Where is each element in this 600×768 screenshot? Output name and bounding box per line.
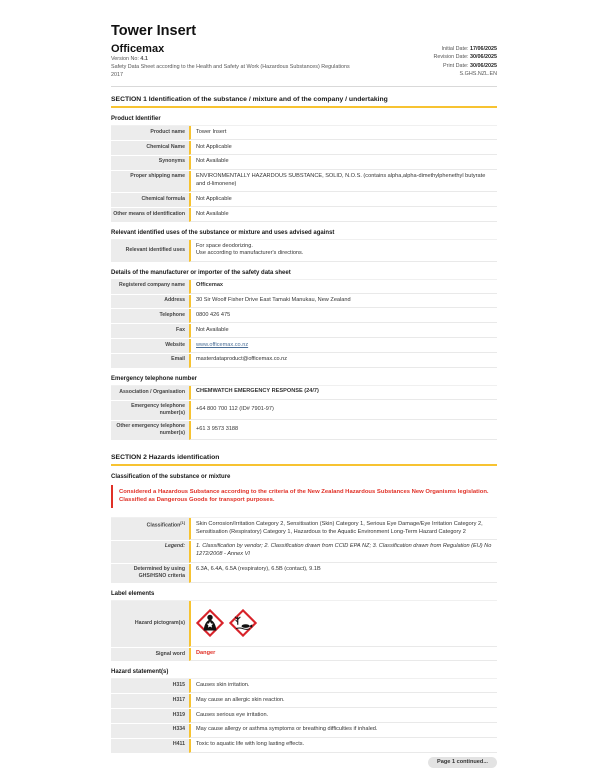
row-label: Legend: <box>111 541 189 563</box>
hazard-code: H334 <box>111 724 189 738</box>
document-header <box>111 43 497 79</box>
row-value: 30 Sir Woolf Fisher Drive East Tamaki Manukau, New Zealand <box>189 295 497 309</box>
row-label: Chemical formula <box>111 193 189 207</box>
page-continued-badge: Page 1 continued... <box>428 757 497 768</box>
initial-date: Initial Date: 17/06/2025 <box>441 45 497 52</box>
row-label: Emergency telephone number(s) <box>111 401 189 420</box>
row-label: Hazard pictogram(s) <box>111 601 189 647</box>
sds-document-page <box>111 24 497 768</box>
table-row <box>111 156 497 170</box>
product-identifier-heading: Product Identifier <box>111 116 161 123</box>
table-row <box>111 541 497 563</box>
company-name: Officemax <box>111 42 165 55</box>
hazard-text: Causes skin irritation. <box>189 679 497 693</box>
row-label: Email <box>111 354 189 368</box>
manufacturer-heading: Details of the manufacturer or importer of the safety data sheet <box>111 269 291 276</box>
table-row <box>111 354 497 368</box>
row-label: Other means of identification <box>111 208 189 222</box>
signal-word-value: Danger <box>189 648 497 662</box>
table-row <box>111 679 497 693</box>
table-row <box>111 518 497 540</box>
row-value <box>189 354 497 368</box>
table-row <box>111 309 497 323</box>
table-row <box>111 240 497 262</box>
row-value <box>189 601 497 647</box>
row-label: Other emergency telephone number(s) <box>111 421 189 440</box>
classification-table <box>111 517 497 582</box>
hazard-text: May cause an allergic skin reaction. <box>189 694 497 708</box>
hazard-code: H319 <box>111 709 189 723</box>
hazard-statements-heading: Hazard statement(s) <box>111 669 169 676</box>
product-identifier-table <box>111 125 497 222</box>
hazard-code: H317 <box>111 694 189 708</box>
row-value: Skin Corrosion/Irritation Category 2, Sensitisation (Skin) Category 1, Serious Eye Damage/Eye Irritation Category 2, Sensitisation (Respiratory) Category 1, Hazardous to the Aquatic Environment Long-Term Hazard Category 2 <box>189 518 497 540</box>
table-row <box>111 739 497 753</box>
row-label: Relevant identified uses <box>111 240 189 262</box>
revision-date: Revision Date: 30/06/2025 <box>433 54 497 61</box>
row-label: Product name <box>111 126 189 140</box>
row-label: Telephone <box>111 309 189 323</box>
label-elements-heading: Label elements <box>111 590 155 597</box>
row-value: Not Available <box>189 324 497 338</box>
table-row <box>111 193 497 207</box>
table-row <box>111 421 497 440</box>
row-label: Classification[1] <box>111 518 189 540</box>
row-label: Signal word <box>111 648 189 662</box>
use-line: For space deodorizing. <box>196 242 253 249</box>
table-row <box>111 295 497 309</box>
row-value: Tower Insert <box>189 126 497 140</box>
use-line: Use according to manufacturer's directions. <box>196 250 304 257</box>
version-number: 4.1 <box>140 55 148 62</box>
pictogram-group <box>196 603 495 643</box>
row-value: +61 3 9573 3188 <box>189 421 497 440</box>
emergency-table <box>111 385 497 440</box>
hazard-text: Toxic to aquatic life with long lasting effects. <box>189 739 497 753</box>
header-divider <box>111 86 497 87</box>
ghs-environment-icon <box>229 609 257 637</box>
hazard-code: H315 <box>111 679 189 693</box>
table-row <box>111 126 497 140</box>
classification-footnote-marker: [1] <box>180 520 185 525</box>
hazard-warning-note: Considered a Hazardous Substance according to the criteria of the New Zealand Hazardous Substances New Organisms legislation. Classified as Dangerous Goods for transport purposes. <box>111 485 497 509</box>
row-label: Chemical Name <box>111 141 189 155</box>
row-value: Officemax <box>189 280 497 294</box>
table-row <box>111 401 497 420</box>
document-dates <box>433 43 497 79</box>
section2-header: SECTION 2 Hazards identification <box>111 454 497 466</box>
row-value: Not Applicable <box>189 141 497 155</box>
row-value: Not Available <box>189 208 497 222</box>
table-row <box>111 141 497 155</box>
document-subtitle: Safety Data Sheet according to the Health and Safety at Work (Hazardous Substances) Regulations 2017 <box>111 64 350 79</box>
relevant-uses-heading: Relevant identified uses of the substance or mixture and uses advised against <box>111 230 335 237</box>
row-label: Association / Organisation <box>111 386 189 400</box>
classification-heading: Classification of the substance or mixture <box>111 473 231 480</box>
row-label: Registered company name <box>111 280 189 294</box>
email-link[interactable]: masterdataproduct@officemax.co.nz <box>196 356 288 363</box>
row-value: +64 800 700 112 (ID# 7901-97) <box>189 401 497 420</box>
relevant-uses-table <box>111 239 497 262</box>
page-footer <box>111 757 497 768</box>
row-value: ENVIRONMENTALLY HAZARDOUS SUBSTANCE, SOLID, N.O.S. (contains alpha,alpha-dimethylphenethyl butyrate and d-limonene) <box>189 171 497 193</box>
table-row <box>111 324 497 338</box>
row-label: Website <box>111 339 189 353</box>
row-value <box>189 339 497 353</box>
table-row <box>111 601 497 647</box>
hazard-statements-table <box>111 678 497 752</box>
manufacturer-table <box>111 279 497 368</box>
label-elements-table <box>111 600 497 662</box>
emergency-heading: Emergency telephone number <box>111 375 198 382</box>
row-value: Not Applicable <box>189 193 497 207</box>
document-code: S.GHS.NZL.EN <box>459 71 497 78</box>
table-row <box>111 724 497 738</box>
row-value: Not Available <box>189 156 497 170</box>
table-row <box>111 280 497 294</box>
row-label: Proper shipping name <box>111 171 189 193</box>
website-link[interactable]: www.officemax.co.nz <box>196 341 249 348</box>
row-value: 0800 426 475 <box>189 309 497 323</box>
print-date: Print Date: 30/06/2025 <box>443 62 497 69</box>
table-row <box>111 648 497 662</box>
hazard-text: May cause allergy or asthma symptoms or breathing difficulties if inhaled. <box>189 724 497 738</box>
row-label: Fax <box>111 324 189 338</box>
row-label: Address <box>111 295 189 309</box>
row-value <box>189 240 497 262</box>
table-row <box>111 208 497 222</box>
hazard-text: Causes serious eye irritation. <box>189 709 497 723</box>
row-value: 1. Classification by vendor; 2. Classification drawn from CCID EPA NZ; 3. Classification drawn from Regulation (EU) No 1272/2008 - Annex VI <box>189 541 497 563</box>
ghs-health-hazard-icon <box>196 609 224 637</box>
table-row <box>111 171 497 193</box>
table-row <box>111 564 497 583</box>
row-value: 6.3A, 6.4A, 6.5A (respiratory), 6.5B (contact), 9.1B <box>189 564 497 583</box>
section1-header: SECTION 1 Identification of the substance / mixture and of the company / undertaking <box>111 96 497 108</box>
hazard-code: H411 <box>111 739 189 753</box>
page-title: Tower Insert <box>111 23 197 39</box>
table-row <box>111 709 497 723</box>
table-row <box>111 694 497 708</box>
table-row <box>111 386 497 400</box>
row-value: CHEMWATCH EMERGENCY RESPONSE (24/7) <box>189 386 497 400</box>
row-label: Determined by using GHS/HSNO criteria <box>111 564 189 583</box>
row-label: Synonyms <box>111 156 189 170</box>
table-row <box>111 339 497 353</box>
version-line: Version No: 4.1 <box>111 55 148 62</box>
